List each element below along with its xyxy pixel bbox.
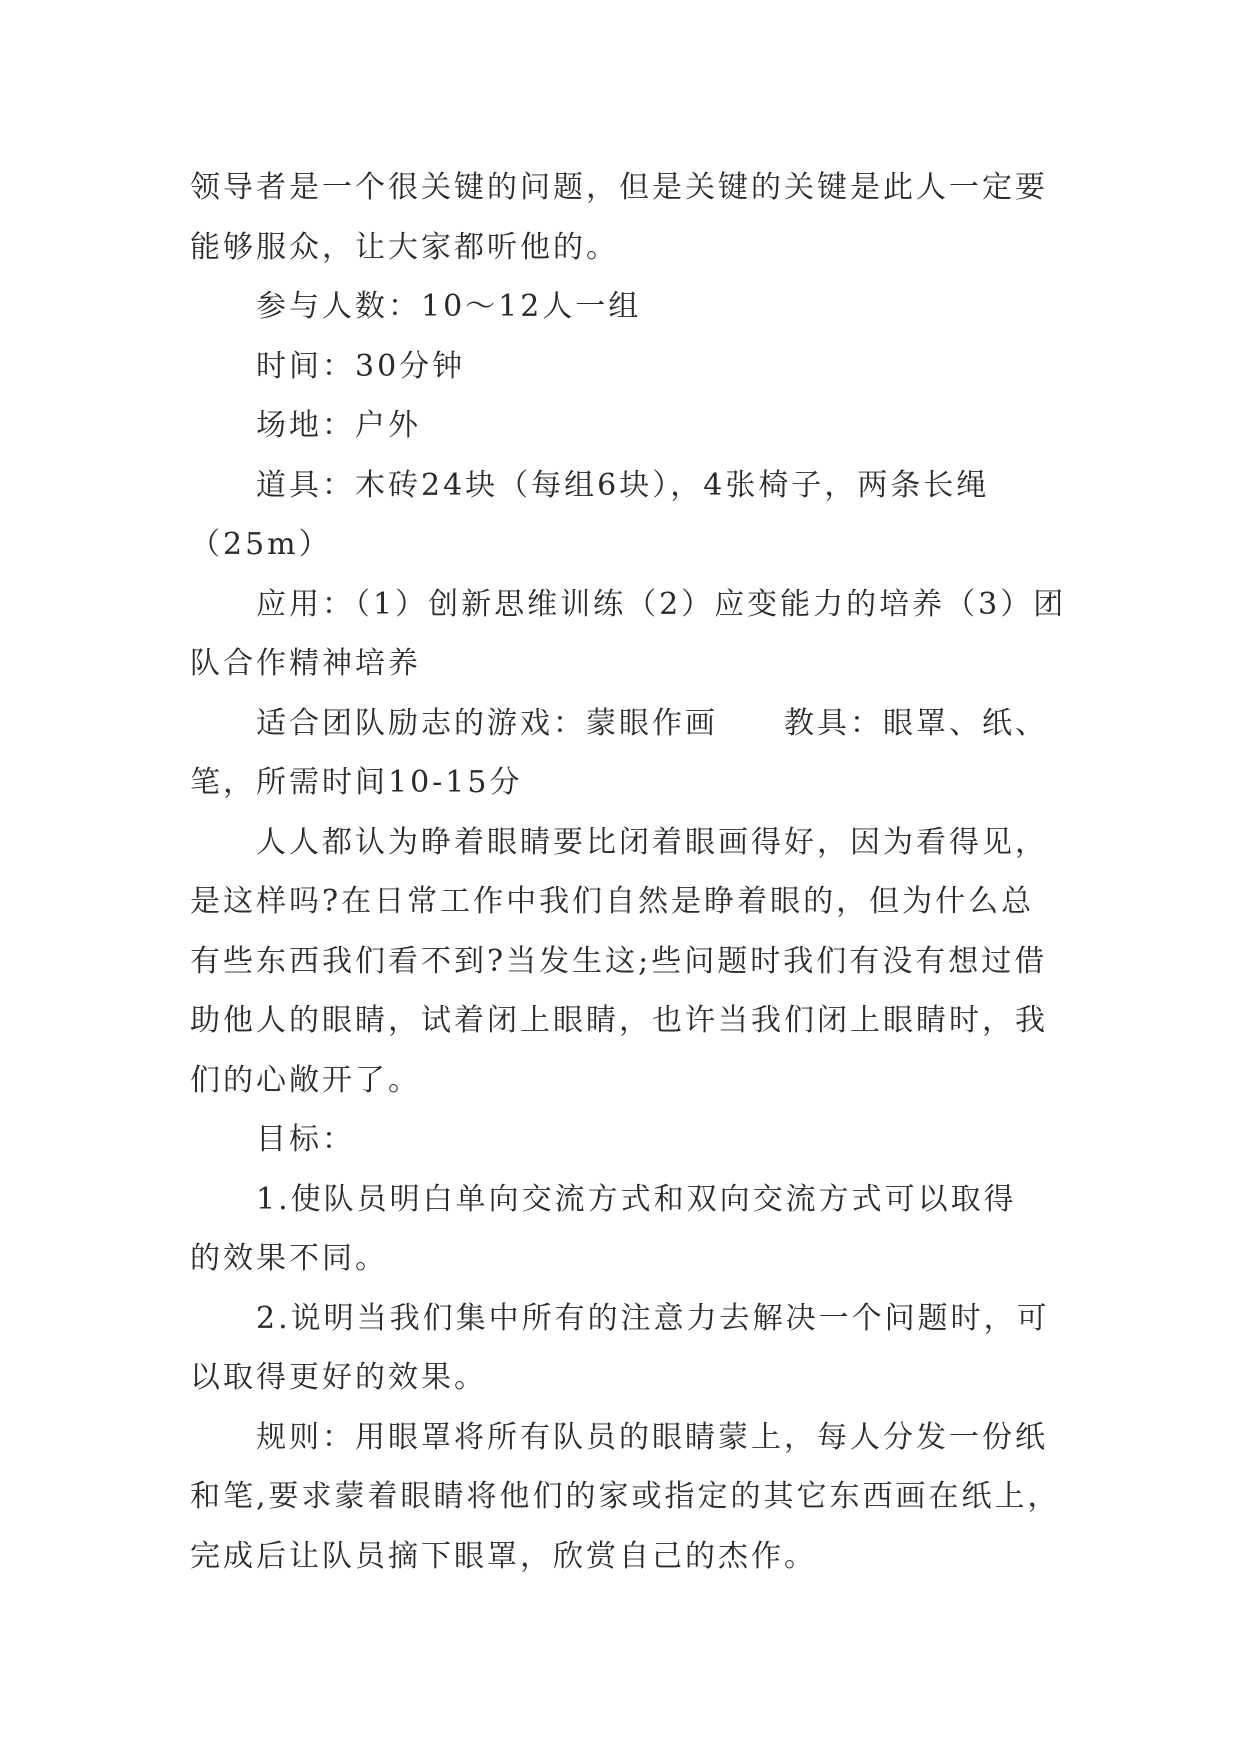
text-line: 以取得更好的效果。 bbox=[190, 1360, 487, 1395]
text-line: 适合团队励志的游戏：蒙眼作画 教具：眼罩、纸、 bbox=[256, 705, 1048, 741]
text-line: 领导者是一个很关键的问题，但是关键的关键是此人一定要 bbox=[190, 170, 1048, 205]
text-line: （25m） bbox=[190, 527, 332, 562]
text-line: 队合作精神培养 bbox=[190, 646, 421, 681]
text-line: 应用：（1）创新思维训练（2）应变能力的培养（3）团 bbox=[256, 586, 1067, 622]
text-line: 有些东西我们看不到?当发生这;些问题时我们有没有想过借 bbox=[190, 943, 1048, 979]
text-line: 笔，所需时间10-15分 bbox=[190, 765, 523, 800]
text-line: 的效果不同。 bbox=[190, 1241, 388, 1276]
text-line: 人人都认为睁着眼睛要比闭着眼画得好，因为看得见， bbox=[256, 824, 1048, 860]
text-line: 们的心敞开了。 bbox=[190, 1062, 421, 1098]
text-line: 1.使队员明白单向交流方式和双向交流方式可以取得 bbox=[256, 1181, 1017, 1217]
text-line: 能够服众，让大家都听他的。 bbox=[190, 229, 619, 265]
text-line: 时间：30分钟 bbox=[256, 348, 466, 384]
text-line: 道具：木砖24块（每组6块），4张椅子，两条长绳 bbox=[256, 467, 990, 503]
text-line: 和笔,要求蒙着眼睛将他们的家或指定的其它东西画在纸上， bbox=[190, 1479, 1061, 1514]
text-line: 参与人数：10～12人一组 bbox=[256, 289, 642, 324]
text-line: 助他人的眼睛，试着闭上眼睛，也许当我们闭上眼睛时，我 bbox=[190, 1003, 1048, 1038]
text-line: 完成后让队员摘下眼罩，欣赏自己的杰作。 bbox=[190, 1538, 817, 1574]
text-line: 规则：用眼罩将所有队员的眼睛蒙上，每人分发一份纸 bbox=[256, 1419, 1048, 1455]
body-text bbox=[190, 158, 1067, 1586]
text-line: 目标： bbox=[256, 1122, 355, 1157]
text-line: 2.说明当我们集中所有的注意力去解决一个问题时，可 bbox=[256, 1300, 1050, 1336]
text-line: 场地：户外 bbox=[256, 408, 421, 443]
text-line: 是这样吗?在日常工作中我们自然是睁着眼的，但为什么总 bbox=[190, 884, 1035, 919]
